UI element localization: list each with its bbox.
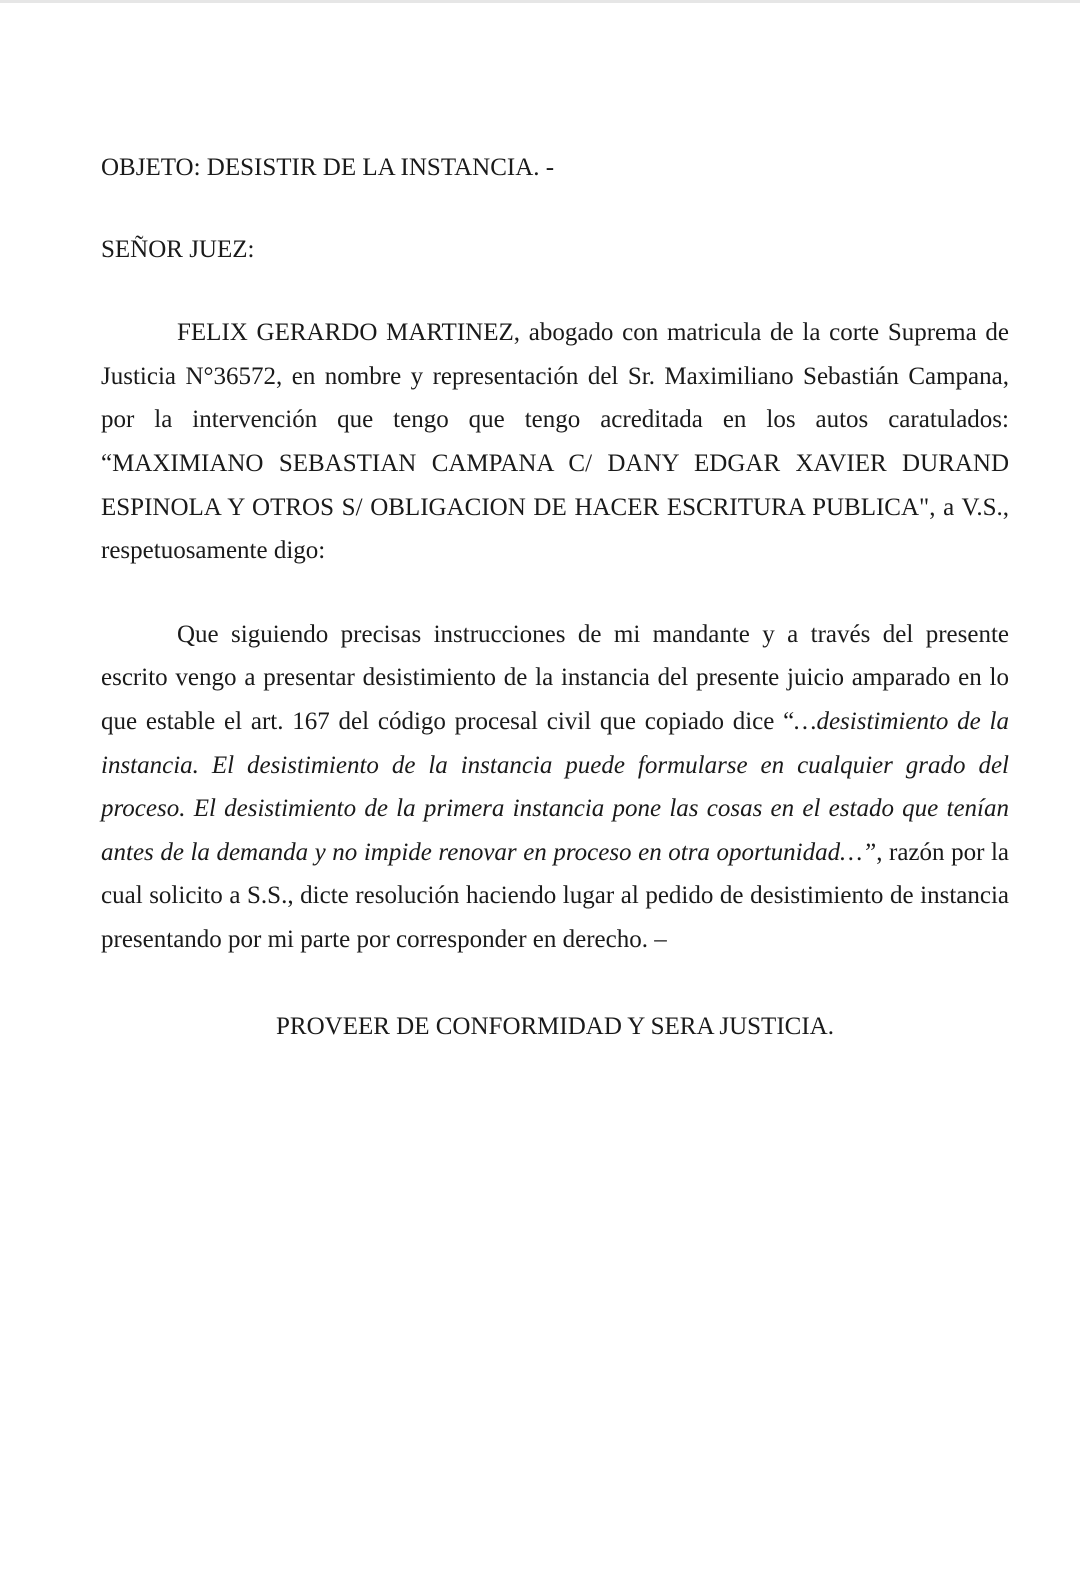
paragraph-request: [101, 613, 1009, 962]
object-line: OBJETO: DESISTIR DE LA INSTANCIA. -: [101, 154, 555, 181]
page-top-edge: [0, 0, 1080, 3]
paragraph-request-conclusion: , razón por la cual solicito a S.S., dicte resolución haciendo lugar al pedido de desistimiento de instancia presentando por mi parte por corresponder en derecho. –: [101, 838, 1009, 953]
salutation: SEÑOR JUEZ:: [101, 235, 255, 263]
legal-quote: …desistimiento de la instancia. El desistimiento de la instancia puede formularse en cualquier grado del proceso. El desistimiento de la primera instancia pone las cosas en el estado que tenían antes de la demanda y no impide renovar en proceso en otra oportunidad…”: [101, 707, 1009, 866]
closing-line: PROVEER DE CONFORMIDAD Y SERA JUSTICIA.: [276, 1012, 834, 1040]
document-body: [101, 146, 1009, 1073]
paragraph-request-intro: Que siguiendo precisas instrucciones de mi mandante y a través del presente escrito vengo a presentar desistimiento de la instancia del presente juicio amparado en lo que estable el art. 167 del código procesal civil que copiado dice “: [101, 620, 1009, 735]
paragraph-representation: FELIX GERARDO MARTINEZ, abogado con matricula de la corte Suprema de Justicia N°36572, en nombre y representación del Sr. Maximiliano Sebastián Campana, por la intervención que tengo que tengo acreditada en los autos caratulados: “MAXIMIANO SEBASTIAN CAMPANA C/ DANY EDGAR XAVIER DURAND ESPINOLA Y OTROS S/ OBLIGACION DE HACER ESCRITURA PUBLICA", a V.S., respetuosamente digo:: [101, 319, 1009, 565]
